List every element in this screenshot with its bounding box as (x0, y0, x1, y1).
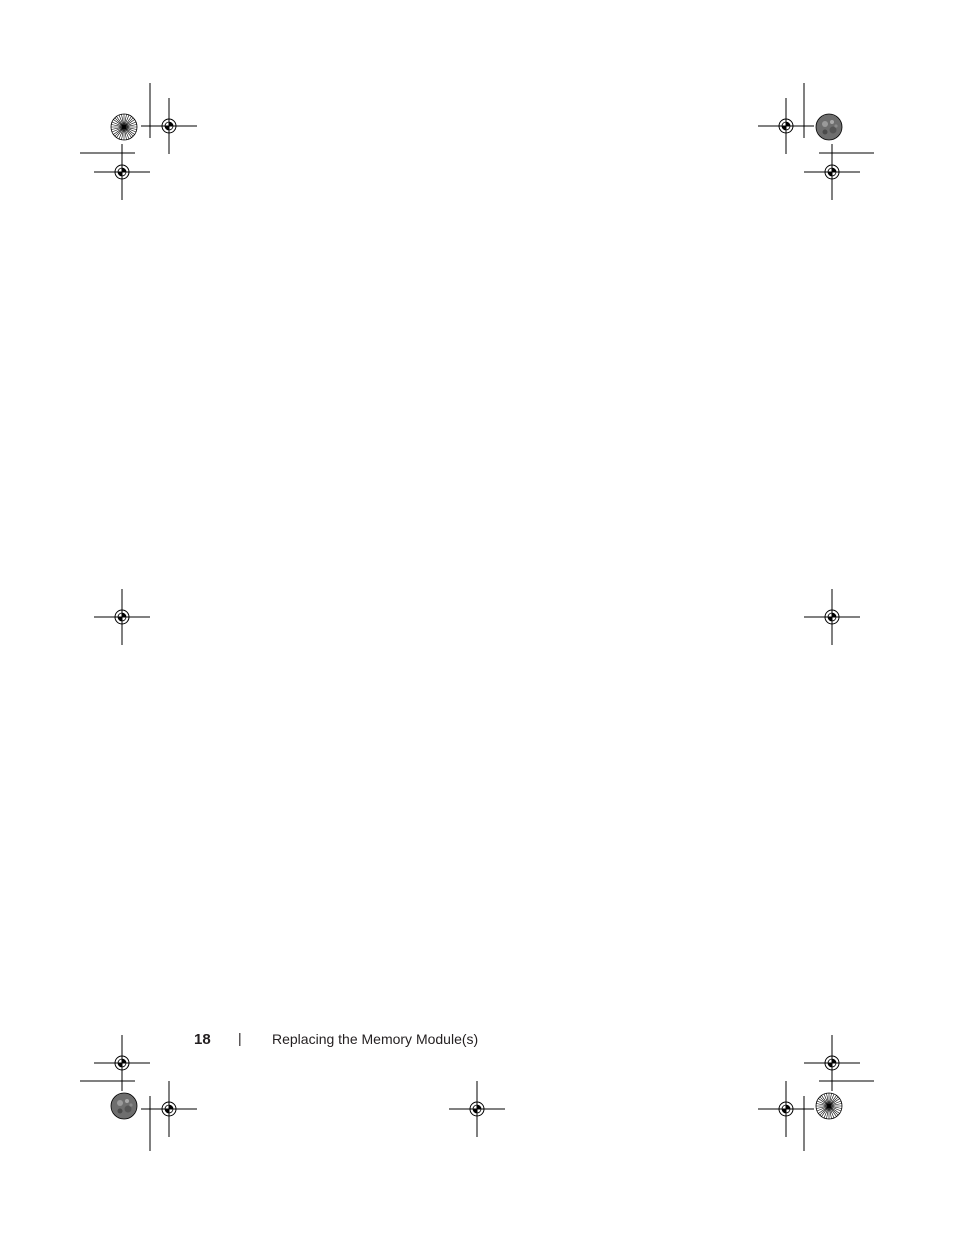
running-title: Replacing the Memory Module(s) (272, 1031, 479, 1047)
registration-mark-bottom-right-1 (804, 1035, 860, 1091)
registration-mark-bottom-right-2 (758, 1081, 814, 1137)
registration-mark-top-left-1 (141, 98, 197, 154)
color-bar-bottom-left (111, 1093, 137, 1119)
registration-mark-bottom-left-2 (141, 1081, 197, 1137)
footer-separator: | (238, 1030, 242, 1046)
registration-mark-middle-left (94, 589, 150, 645)
registration-mark-bottom-center (449, 1081, 505, 1137)
registration-mark-top-right-2 (804, 144, 860, 200)
registration-mark-top-right-1 (758, 98, 814, 154)
color-bar-top-left (111, 114, 137, 140)
color-bar-top-right (816, 114, 842, 140)
registration-mark-bottom-left-1 (94, 1035, 150, 1091)
registration-mark-top-left-2 (94, 144, 150, 200)
page-number: 18 (194, 1031, 211, 1048)
registration-mark-middle-right (804, 589, 860, 645)
color-bar-bottom-right (816, 1093, 842, 1119)
